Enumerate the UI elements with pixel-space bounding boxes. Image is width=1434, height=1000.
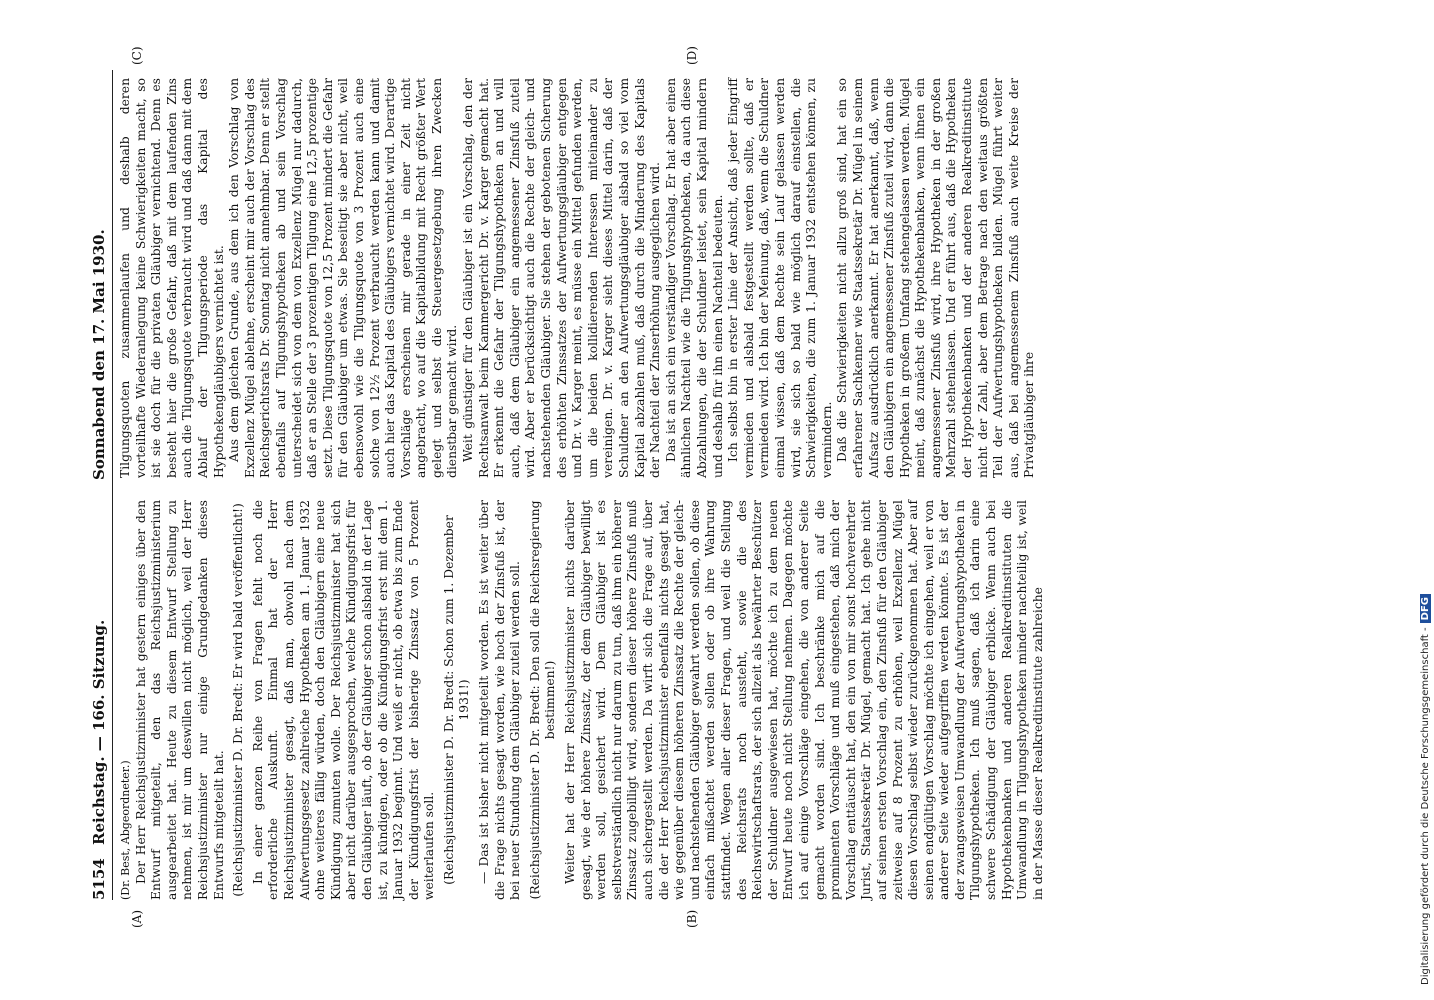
paragraph: In einer ganzen Reihe von Fragen fehlt noch die erforderliche Auskunft. Einmal hat der Herr Reichsjustizminister gesagt, daß man, obwohl nach dem Aufwertungsgesetz zahlreiche Hypotheken am 1. Januar 1932 ohne weiteres fällig würden, doch den Gläubigern eine neue Kündigung zumuten wolle. Der Reichsjustizminister hat sich aber nicht darüber ausgesprochen, welche Kündigungsfrist für den Gläubiger läuft, ob der Gläubiger schon alsbald in der Lage ist, zu kündigen, oder ob die Kündigungsfrist erst mit dem 1. Januar 1932 beginnt. Und weiß er nicht, ob etwa bis zum Ende der Kündigungsfrist der bisherige Zinssatz von 5 Prozent weiterlaufen soll. — [250, 500, 437, 900]
left-column — [118, 500, 1046, 900]
page-number: 5154 — [90, 858, 108, 900]
header-date: Sonnabend den 17. Mai 1930. — [90, 229, 108, 480]
margin-marker-b: (B) — [685, 909, 699, 928]
interjection: (Reichsjustizminister D. Dr. Bredt: Den soll die Reichsregierung bestimmen!) — [527, 500, 558, 900]
header-session: Reichstag. — 166. Sitzung. — [90, 619, 108, 845]
paragraph: Der Herr Reichsjustizminister hat gestern einiges über den Entwurf mitgeteilt, den das Reichsjustizministerium ausgearbeitet hat. Heute zu diesem Entwurf Stellung zu nehmen, ist mir um deswillen nicht möglich, weil der Herr Reichsjustizminister nur einige Grundgedanken dieses Entwurfs mitgeteilt hat. — [133, 500, 226, 900]
right-column — [118, 78, 1038, 478]
paragraph: — Das ist bisher nicht mitgeteilt worden. Es ist weiter über die Frage nichts gesagt worden, wie hoch der Zinsfuß ist, der bei neuer Stundung dem Gläubiger zuteil werden soll. — [477, 500, 523, 900]
margin-marker-c: (C) — [130, 46, 144, 65]
paragraph: Daß die Schwierigkeiten nicht allzu groß sind, hat ein so erfahrener Sachkenner wie Staatssekretär Dr. Mügel in seinem Aufsatz ausdrücklich anerkannt. Er hat anerkannt, daß, wenn den Gläubigern ein angemessener Zinsfuß zuteil wird, dann die Hypotheken in großem Umfang stehengelassen werden. Mügel meint, daß zunächst die Hypothekenbanken, wenn ihnen ein angemessener Zinsfuß wird, ihre Hypotheken in der großen Mehrzahl stehenlassen. Und er führt aus, daß die Hypotheken der Hypothekenbanken und der anderen Realkreditinstitute nicht der Zahl, aber dem Betrage nach den weitaus größten Teil der Aufwertungshypotheken bilden. Mügel führt weiter aus, daß bei angemessenem Zinsfuß auch weite Kreise der Privatgläubiger ihre — [835, 78, 1037, 478]
dfg-logo: DFG — [1420, 594, 1431, 623]
paragraph: Weiter hat der Herr Reichsjustizminister nichts darüber gesagt, wie der höhere Zinssatz, der dem Gläubiger bewilligt werden soll, gesichert wird. Dem Gläubiger ist es selbstverständlich nicht nur darum zu tun, daß ihm ein höherer Zinssatz zugebilligt wird, sondern dieser höhere Zinsfuß muß auch sichergestellt werden. Da wirft sich die Frage auf, über die der Herr Reichsjustizminister ebenfalls nichts gesagt hat, wie gegenüber diesem höheren Zinssatz die Rechte der gleich- und nachstehenden Gläubiger gewahrt werden sollen, ob diese einfach mißachtet werden sollen oder ob ihre Wahrung stattfindet. Wegen aller dieser Fragen, und weil die Stellung des Reichsrats noch aussteht, sowie die des Reichswirtschaftsrats, der sich allzeit als bewährter Beschützer der Schuldner ausgewiesen hat, möchte ich zu dem neuen Entwurf heute noch nicht Stellung nehmen. Dagegen möchte ich auf einige Vorschläge eingehen, die von anderer Seite gemacht worden sind. Ich beschränke mich auf die prominenten Vorschläge und muß eingestehen, daß mich der Vorschlag enttäuscht hat, den ein von mir sonst hochverehrter Jurist, Staatssekretär Dr. Mügel, gemacht hat. Ich gehe nicht auf seinen ersten Vorschlag ein, den Zinsfuß für den Gläubiger zeitweise auf 8 Prozent zu erhöhen, weil Exzellenz Mügel diesen Vorschlag selbst wieder zurückgenommen hat. Aber auf seinen endgültigen Vorschlag möchte ich eingehen, weil er von anderer Seite wieder aufgegriffen werden könnte. Es ist der der zwangsweisen Umwandlung der Aufwertungshypotheken in Tilgungshypotheken. Ich muß sagen, daß ich darin eine schwere Schädigung der Gläubiger erblicke. Wenn auch bei Hypothekenbanken und anderen Realkreditinstituten die Umwandlung in Tilgungshypotheken minder nachteilig ist, weil in der Masse dieser Realkreditinstitute zahlreiche — [563, 500, 1045, 900]
speaker-label: (Dr. Best, Abgeordneter.) — [119, 760, 132, 900]
paragraph: Das ist an sich ein verständiger Vorschlag. Er hat aber einen ähnlichen Nachteil wie die Tilgungshypotheken, da auch diese Abzahlungen, die der Schuldner leistet, sein Kapital mindern und deshalb für ihn einen Nachteil bedeuten. — [663, 78, 725, 478]
rotated-page — [90, 46, 1340, 928]
digitization-stamp — [1420, 5, 1434, 995]
interjection: (Reichsjustizminister D. Dr. Bredt: Schon zum 1. Dezember 1931!) — [441, 515, 472, 885]
paragraph: Weit günstiger für den Gläubiger ist ein Vorschlag, den der Rechtsanwalt beim Kammergericht Dr. v. Karger gemacht hat. Er erkennt die Gefahr der Tilgungshypotheken an und will auch, daß dem Gläubiger ein angemessener Zinsfuß zuteil wird. Aber er berücksichtigt auch die Rechte der gleich- und nachstehenden Gläubiger. Sie stehen der gebotenen Sicherung des erhöhten Zinssatzes der Aufwertungsgläubiger entgegen und Dr. v. Karger meint, es müsse ein Mittel gefunden werden, um die beiden kollidierenden Interessen miteinander zu vereinigen. Dr. v. Karger sieht dieses Mittel darin, daß der Schuldner an den Aufwertungsgläubiger alsbald so viel vom Kapital abzahlen muß, daß durch die Minderung des Kapitals der Nachteil der Zinserhöhung ausgeglichen wird. — [461, 78, 663, 478]
paragraph: Ich selbst bin in erster Linie der Ansicht, daß jeder Eingriff vermieden und alsbald festgestellt werden sollte, daß er vermieden wird. Ich bin der Meinung, daß, wenn die Schuldner einmal wissen, daß dem Rechte sein Lauf gelassen werden wird, sie sich so bald wie möglich darauf einstellen, die Schwierigkeiten, die zum 1. Januar 1932 entstehen können, zu vermindern. — [726, 78, 834, 478]
paragraph: Aus dem gleichen Grunde, aus dem ich den Vorschlag von Exzellenz Mügel ablehne, erscheint mir auch der Vorschlag des Reichsgerichtsrats Dr. Sonntag nicht annehmbar. Denn er stellt ebenfalls auf Tilgungshypotheken ab und sein Vorschlag unterscheidet sich von dem von Exzellenz Mügel nur dadurch, daß er an Stelle der 3 prozentigen Tilgung eine 12,5 prozentige setzt. Diese Tilgungsquote von 12,5 Prozent mindert die Gefahr für den Gläubiger um etwas. Sie beseitigt sie aber nicht, weil ebensowohl wie die Tilgungsquote von 3 Prozent auch eine solche von 12½ Prozent verbraucht werden kann und damit auch hier das Kapital des Gläubigers vernichtet wird. Derartige Vorschläge erscheinen mir gerade in einer Zeit nicht angebracht, wo auf die Kapitalbildung mit Recht größter Wert gelegt und selbst die Steuergesetzgebung ihren Zwecken dienstbar gemacht wird. — [227, 78, 460, 478]
margin-marker-d: (D) — [685, 46, 699, 65]
interjection: (Reichsjustizminister D. Dr. Bredt: Er wird bald veröffentlicht!) — [231, 503, 246, 897]
paragraph: Tilgungsquoten zusammenlaufen und deshalb deren vorteilhafte Wiederanlegung keine Schwierigkeiten macht, so ist sie doch für die privaten Gläubiger vernichtend. Denn es besteht hier die große Gefahr, daß mit dem laufenden Zins auch die Tilgungsquote verbraucht wird und daß dann mit dem Ablauf der Tilgungsperiode das Kapital des Hypothekengläubigers vernichtet ist. — [118, 78, 226, 478]
stamp-text: Digitalisierung gefördert durch die Deutsche Forschungsgemeinschaft -DFG — [1420, 15, 1431, 985]
margin-marker-a: (A) — [130, 909, 144, 928]
page-header — [90, 70, 113, 900]
